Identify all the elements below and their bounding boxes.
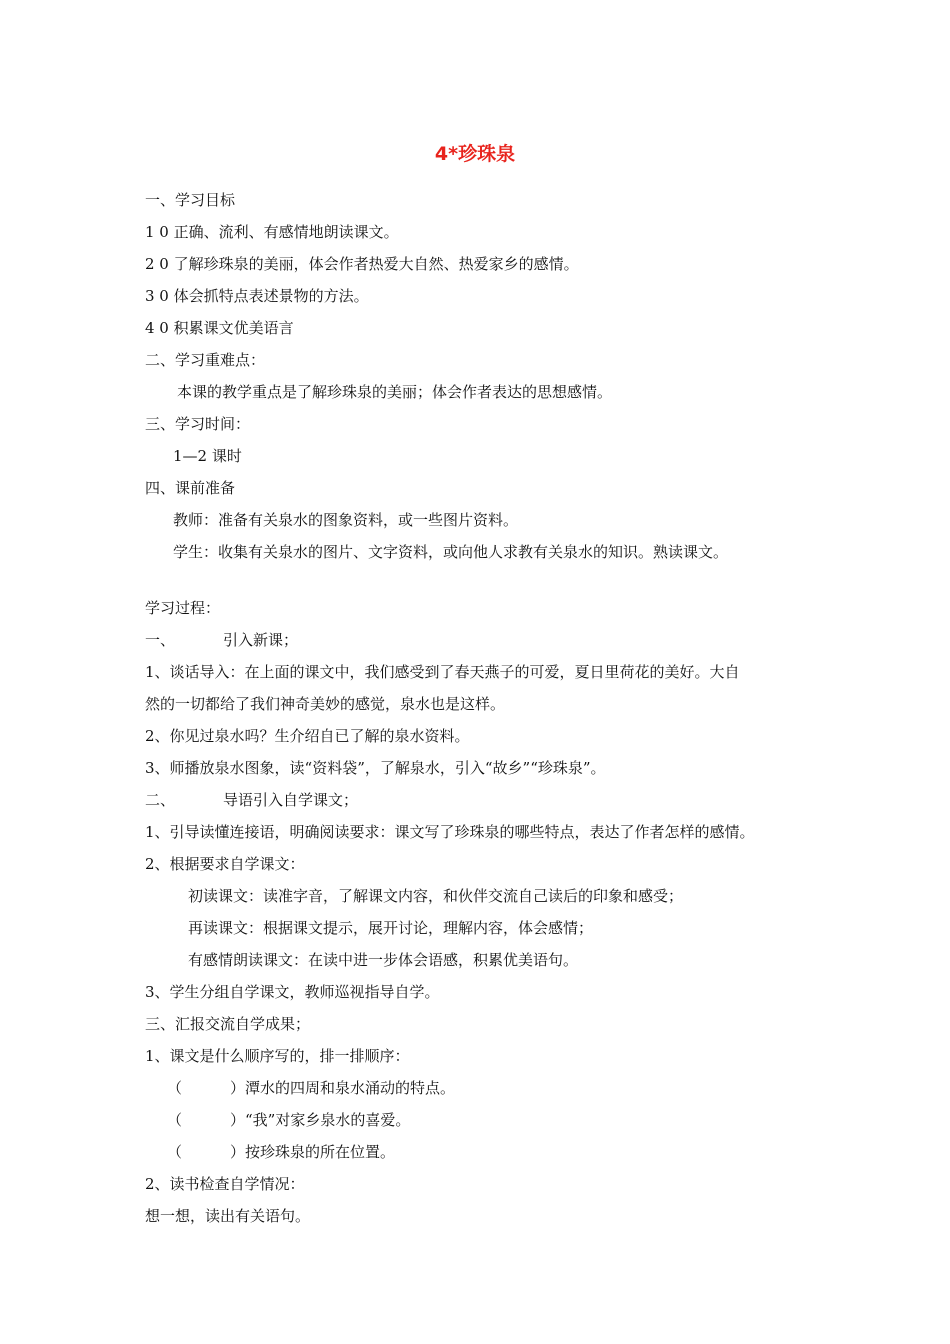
process-item-continuation: 然的一切都给了我们神奇美妙的感觉，泉水也是这样。 (145, 695, 506, 713)
section-heading-goals: 一、学习目标 (145, 191, 236, 209)
section-heading-preparation: 四、课前准备 (145, 479, 236, 497)
goal-item-2: 2 0 了解珍珠泉的美丽，体会作者热爱大自然、热爱家乡的感情。 (145, 255, 579, 273)
ordering-text: ）按珍珠泉的所在位置。 (230, 1143, 396, 1161)
step-title: 导语引入自学课文； (223, 791, 359, 809)
process-item: 想一想，读出有关语句。 (145, 1207, 311, 1225)
open-paren: （ (167, 1111, 183, 1129)
process-heading: 学习过程： (145, 599, 221, 617)
reading-step: 初读课文：读准字音，了解课文内容，和伙伴交流自己读后的印象和感受； (188, 887, 684, 905)
reading-step: 有感情朗读课文：在读中进一步体会语感，积累优美语句。 (188, 951, 579, 969)
document-title: 4*珍珠泉 (434, 143, 516, 165)
open-paren: （ (167, 1143, 183, 1161)
reading-step: 再读课文：根据课文提示，展开讨论，理解内容，体会感情； (188, 919, 594, 937)
goal-item-4: 4 0 积累课文优美语言 (145, 319, 294, 337)
teacher-preparation: 教师：准备有关泉水的图象资料，或一些图片资料。 (173, 511, 519, 529)
goal-item-3: 3 0 体会抓特点表述景物的方法。 (145, 287, 369, 305)
goal-item-1: 1 0 正确、流利、有感情地朗读课文。 (145, 223, 399, 241)
time-text: 1—2 课时 (173, 447, 242, 465)
process-step-1-heading (145, 624, 825, 656)
ordering-text: ）潭水的四周和泉水涌动的特点。 (230, 1079, 456, 1097)
open-paren: （ (167, 1079, 183, 1097)
spacer (145, 568, 825, 592)
process-item: 3、师播放泉水图象，读“资料袋”，了解泉水，引入“故乡”“珍珠泉”。 (145, 759, 606, 777)
process-item: 2、你见过泉水吗？生介绍自已了解的泉水资料。 (145, 727, 470, 745)
section-heading-time: 三、学习时间： (145, 415, 251, 433)
process-item: 2、读书检查自学情况： (145, 1175, 305, 1193)
ordering-item (145, 1136, 825, 1168)
document-body (145, 184, 825, 1232)
process-item: 1、课文是什么顺序写的，排一排顺序： (145, 1047, 410, 1065)
key-points-text: 本课的教学重点是了解珍珠泉的美丽；体会作者表达的思想感情。 (177, 383, 613, 401)
process-item: 1、谈话导入：在上面的课文中，我们感受到了春天燕子的可爱，夏日里荷花的美好。大自 (145, 663, 740, 681)
ordering-text: ）“我”对家乡泉水的喜爱。 (230, 1111, 411, 1129)
student-preparation: 学生：收集有关泉水的图片、文字资料，或向他人求教有关泉水的知识。熟读课文。 (173, 543, 729, 561)
process-item: 3、学生分组自学课文，教师巡视指导自学。 (145, 983, 440, 1001)
section-heading-key-points: 二、学习重难点： (145, 351, 266, 369)
step-number: 二、 (145, 791, 176, 809)
process-step-3-heading: 三、汇报交流自学成果； (145, 1015, 311, 1033)
step-title: 引入新课； (223, 631, 299, 649)
step-number: 一、 (145, 631, 176, 649)
process-item: 2、根据要求自学课文： (145, 855, 305, 873)
ordering-item (145, 1072, 825, 1104)
ordering-item (145, 1104, 825, 1136)
process-item: 1、引导读懂连接语，明确阅读要求：课文写了珍珠泉的哪些特点，表达了作者怎样的感情。 (145, 823, 755, 841)
process-step-2-heading (145, 784, 825, 816)
